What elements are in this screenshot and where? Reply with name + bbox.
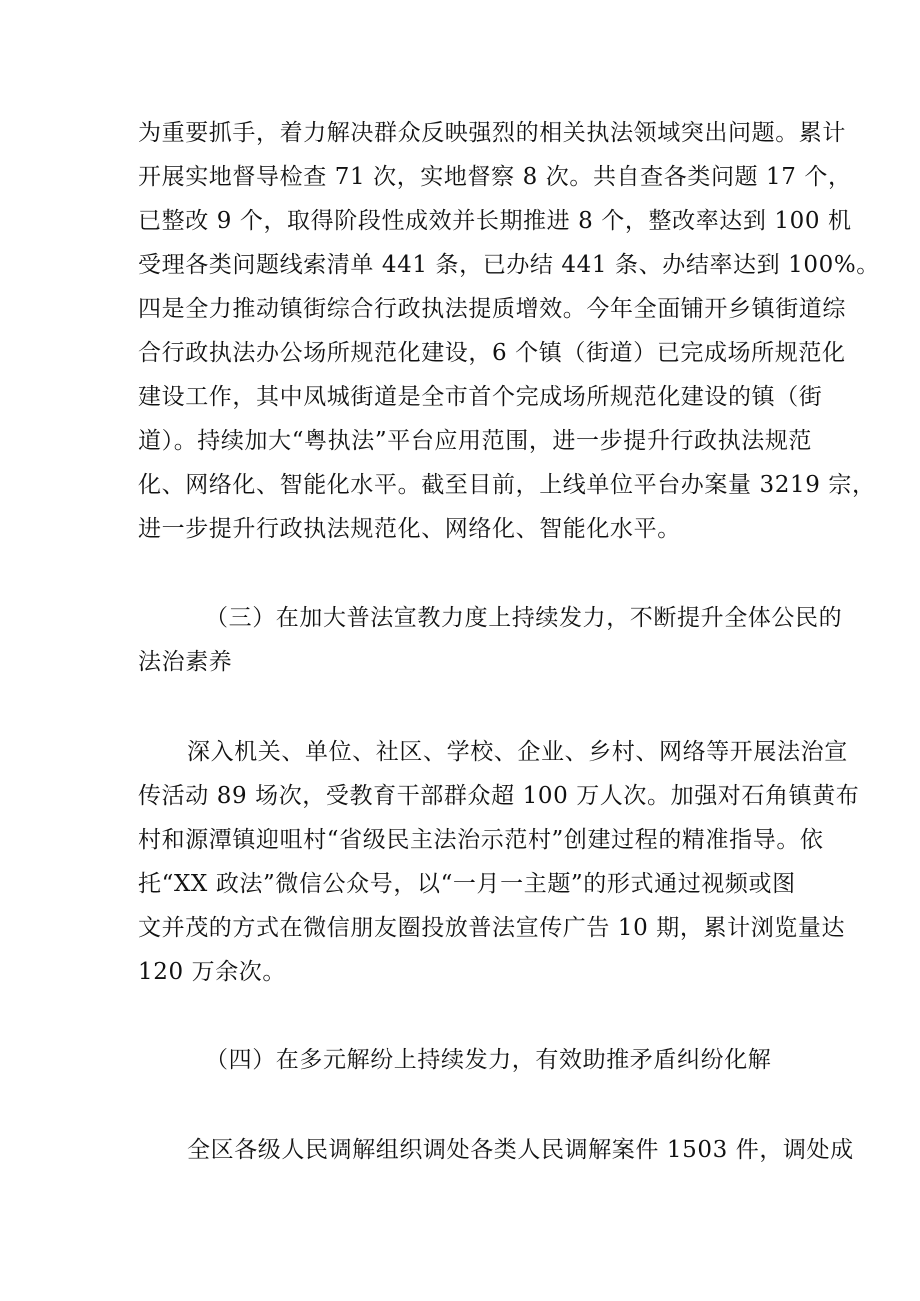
text-line: 深入机关、单位、社区、学校、企业、乡村、网络等开展法治宣: [187, 739, 848, 765]
text-line: 四是全力推动镇街综合行政执法提质增效。今年全面铺开乡镇街道综: [138, 296, 846, 322]
text-line: 道）。持续加大“粤执法”平台应用范围，进一步提升行政执法规范: [138, 428, 813, 454]
text-line: 已整改 9 个，取得阶段性成效并长期推进 8 个，整改率达到 100 机: [138, 208, 852, 234]
text-line: 受理各类问题线索清单 441 条，已办结 441 条、办结率达到 100%。: [138, 252, 880, 278]
text-line: 120 万余次。: [138, 959, 287, 985]
heading-line: （四）在多元解纷上持续发力，有效助推矛盾纠纷化解: [205, 1047, 772, 1073]
text-line: 村和源潭镇迎咀村“省级民主法治示范村”创建过程的精准指导。依: [138, 827, 824, 853]
text-line: 文并茂的方式在微信朋友圈投放普法宣传广告 10 期，累计浏览量达: [138, 915, 846, 941]
text-line: 建设工作，其中凤城街道是全市首个完成场所规范化建设的镇（街: [138, 384, 823, 410]
text-line: 托“XX 政法”微信公众号，以“一月一主题”的形式通过视频或图: [138, 871, 796, 897]
text-line: 化、网络化、智能化水平。截至目前，上线单位平台办案量 3219 宗，: [138, 472, 876, 498]
text-line: 合行政执法办公场所规范化建设，6 个镇（街道）已完成场所规范化: [138, 340, 846, 366]
text-line: 传活动 89 场次，受教育干部群众超 100 万人次。加强对石角镇黄布: [138, 783, 860, 809]
heading-line: 法治素养: [138, 649, 233, 675]
text-line: 为重要抓手，着力解决群众反映强烈的相关执法领域突出问题。累计: [138, 120, 846, 146]
text-line: 全区各级人民调解组织调处各类人民调解案件 1503 件，调处成: [187, 1137, 854, 1163]
heading-line: （三）在加大普法宣教力度上持续发力，不断提升全体公民的: [205, 605, 843, 631]
text-line: 进一步提升行政执法规范化、网络化、智能化水平。: [138, 516, 681, 542]
text-line: 开展实地督导检查 71 次，实地督察 8 次。共自查各类问题 17 个，: [138, 164, 852, 190]
